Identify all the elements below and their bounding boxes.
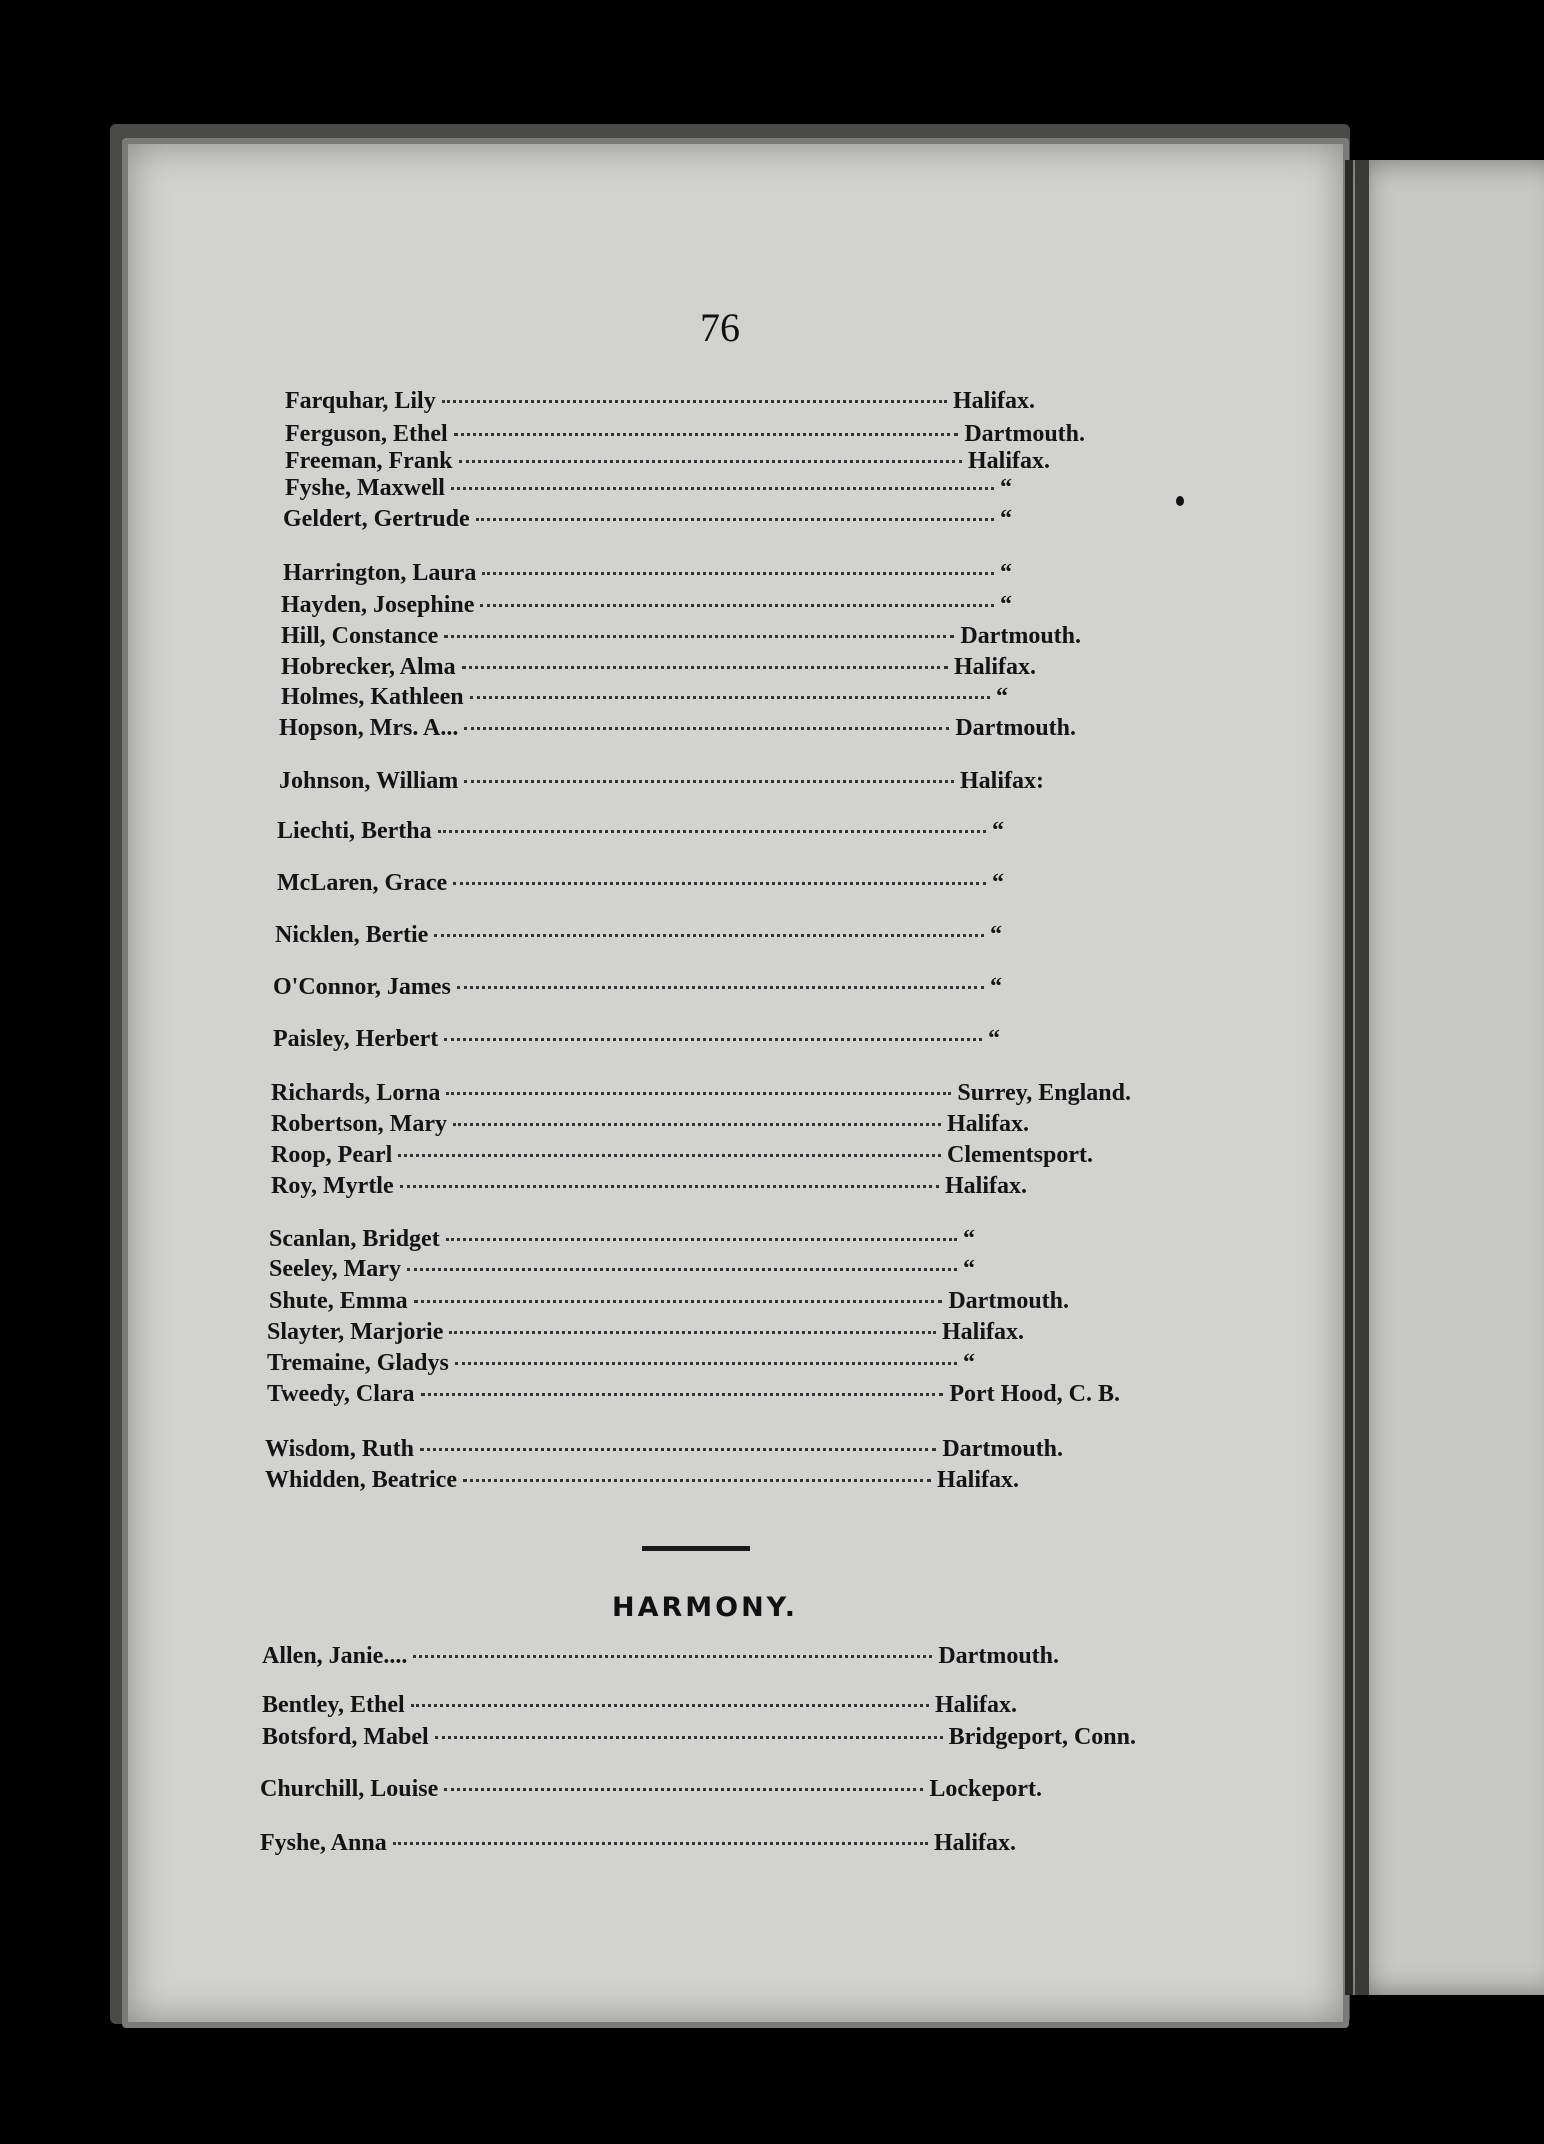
student-hometown: “: [990, 974, 1002, 1000]
student-hometown: Dartmouth.: [964, 421, 1085, 447]
leader-dots: [444, 1788, 923, 1791]
student-hometown: “: [988, 1026, 1000, 1052]
student-hometown: “: [1000, 560, 1012, 586]
student-hometown: Halifax.: [942, 1319, 1024, 1345]
student-hometown: Halifax.: [968, 448, 1050, 474]
student-name: Geldert, Gertrude: [283, 506, 470, 532]
student-name: Hill, Constance: [281, 623, 439, 649]
student-name: Bentley, Ethel: [262, 1692, 405, 1718]
student-name: Richards, Lorna: [271, 1080, 441, 1106]
student-hometown: “: [963, 1350, 975, 1376]
student-name: Harrington, Laura: [283, 560, 477, 586]
student-hometown: Clementsport.: [947, 1142, 1093, 1168]
page-number: 76: [700, 305, 740, 350]
student-name: Botsford, Mabel: [262, 1724, 429, 1750]
student-name: Robertson, Mary: [271, 1111, 447, 1137]
student-hometown: Halifax.: [934, 1830, 1016, 1856]
student-hometown: Lockeport.: [929, 1776, 1042, 1802]
student-name: Nicklen, Bertie: [275, 922, 429, 948]
student-name: Paisley, Herbert: [273, 1026, 439, 1052]
student-name: Hopson, Mrs. A...: [279, 715, 459, 741]
student-name: Seeley, Mary: [269, 1256, 401, 1282]
student-hometown: Dartmouth.: [955, 715, 1076, 741]
student-name: Tweedy, Clara: [267, 1381, 415, 1407]
student-name: Hobrecker, Alma: [281, 654, 456, 680]
leader-dots: [413, 1655, 932, 1658]
student-name: McLaren, Grace: [277, 870, 448, 896]
student-hometown: “: [1000, 506, 1012, 532]
student-name: Wisdom, Ruth: [265, 1436, 414, 1462]
student-name: Liechti, Bertha: [277, 818, 432, 844]
list-item: [260, 1776, 1042, 1803]
student-hometown: Dartmouth.: [948, 1288, 1069, 1314]
student-name: Johnson, William: [279, 768, 459, 794]
student-hometown: Surrey, England.: [957, 1080, 1131, 1106]
leader-dots: [411, 1704, 929, 1707]
list-item: [262, 1692, 1017, 1719]
student-hometown: Halifax.: [954, 654, 1036, 680]
student-hometown: Dartmouth.: [960, 623, 1081, 649]
student-hometown: “: [992, 870, 1004, 896]
student-hometown: Halifax:: [960, 768, 1044, 794]
student-name: Ferguson, Ethel: [285, 421, 448, 447]
student-hometown: Halifax.: [947, 1111, 1029, 1137]
student-name: Roop, Pearl: [271, 1142, 393, 1168]
student-hometown: “: [996, 684, 1008, 710]
student-hometown: “: [1000, 592, 1012, 618]
student-name: Freeman, Frank: [285, 448, 453, 474]
student-hometown: Dartmouth.: [942, 1436, 1063, 1462]
student-hometown: Halifax.: [935, 1692, 1017, 1718]
section-heading-harmony: HARMONY.: [611, 1592, 799, 1623]
student-hometown: “: [963, 1256, 975, 1282]
student-hometown: “: [992, 818, 1004, 844]
leader-dots: [435, 1736, 943, 1739]
student-hometown: Dartmouth.: [938, 1643, 1059, 1669]
student-hometown: “: [990, 922, 1002, 948]
student-name: Fyshe, Anna: [260, 1830, 387, 1856]
student-name: Farquhar, Lily: [285, 388, 436, 414]
student-hometown: Halifax.: [945, 1173, 1027, 1199]
student-hometown: Halifax.: [937, 1467, 1019, 1493]
student-name: Shute, Emma: [269, 1288, 408, 1314]
student-hometown: “: [963, 1226, 975, 1252]
list-item: [262, 1724, 1136, 1751]
student-name: Hayden, Josephine: [281, 592, 475, 618]
student-name: Fyshe, Maxwell: [285, 475, 445, 501]
student-name: Holmes, Kathleen: [281, 684, 464, 710]
student-name: Roy, Myrtle: [271, 1173, 394, 1199]
student-name: Churchill, Louise: [260, 1776, 439, 1802]
student-name: Tremaine, Gladys: [267, 1350, 449, 1376]
leader-dots: [393, 1842, 928, 1845]
student-name: Scanlan, Bridget: [269, 1226, 440, 1252]
student-hometown: Port Hood, C. B.: [949, 1381, 1120, 1407]
student-name: Allen, Janie....: [262, 1643, 408, 1669]
list-item: [260, 1830, 1016, 1857]
list-item: [262, 1643, 1059, 1670]
student-name: Slayter, Marjorie: [267, 1319, 444, 1345]
student-hometown: Halifax.: [953, 388, 1035, 414]
student-name: Whidden, Beatrice: [265, 1467, 457, 1493]
student-hometown: Bridgeport, Conn.: [948, 1724, 1136, 1750]
student-name: O'Connor, James: [273, 974, 451, 1000]
student-hometown: “: [1000, 475, 1012, 501]
